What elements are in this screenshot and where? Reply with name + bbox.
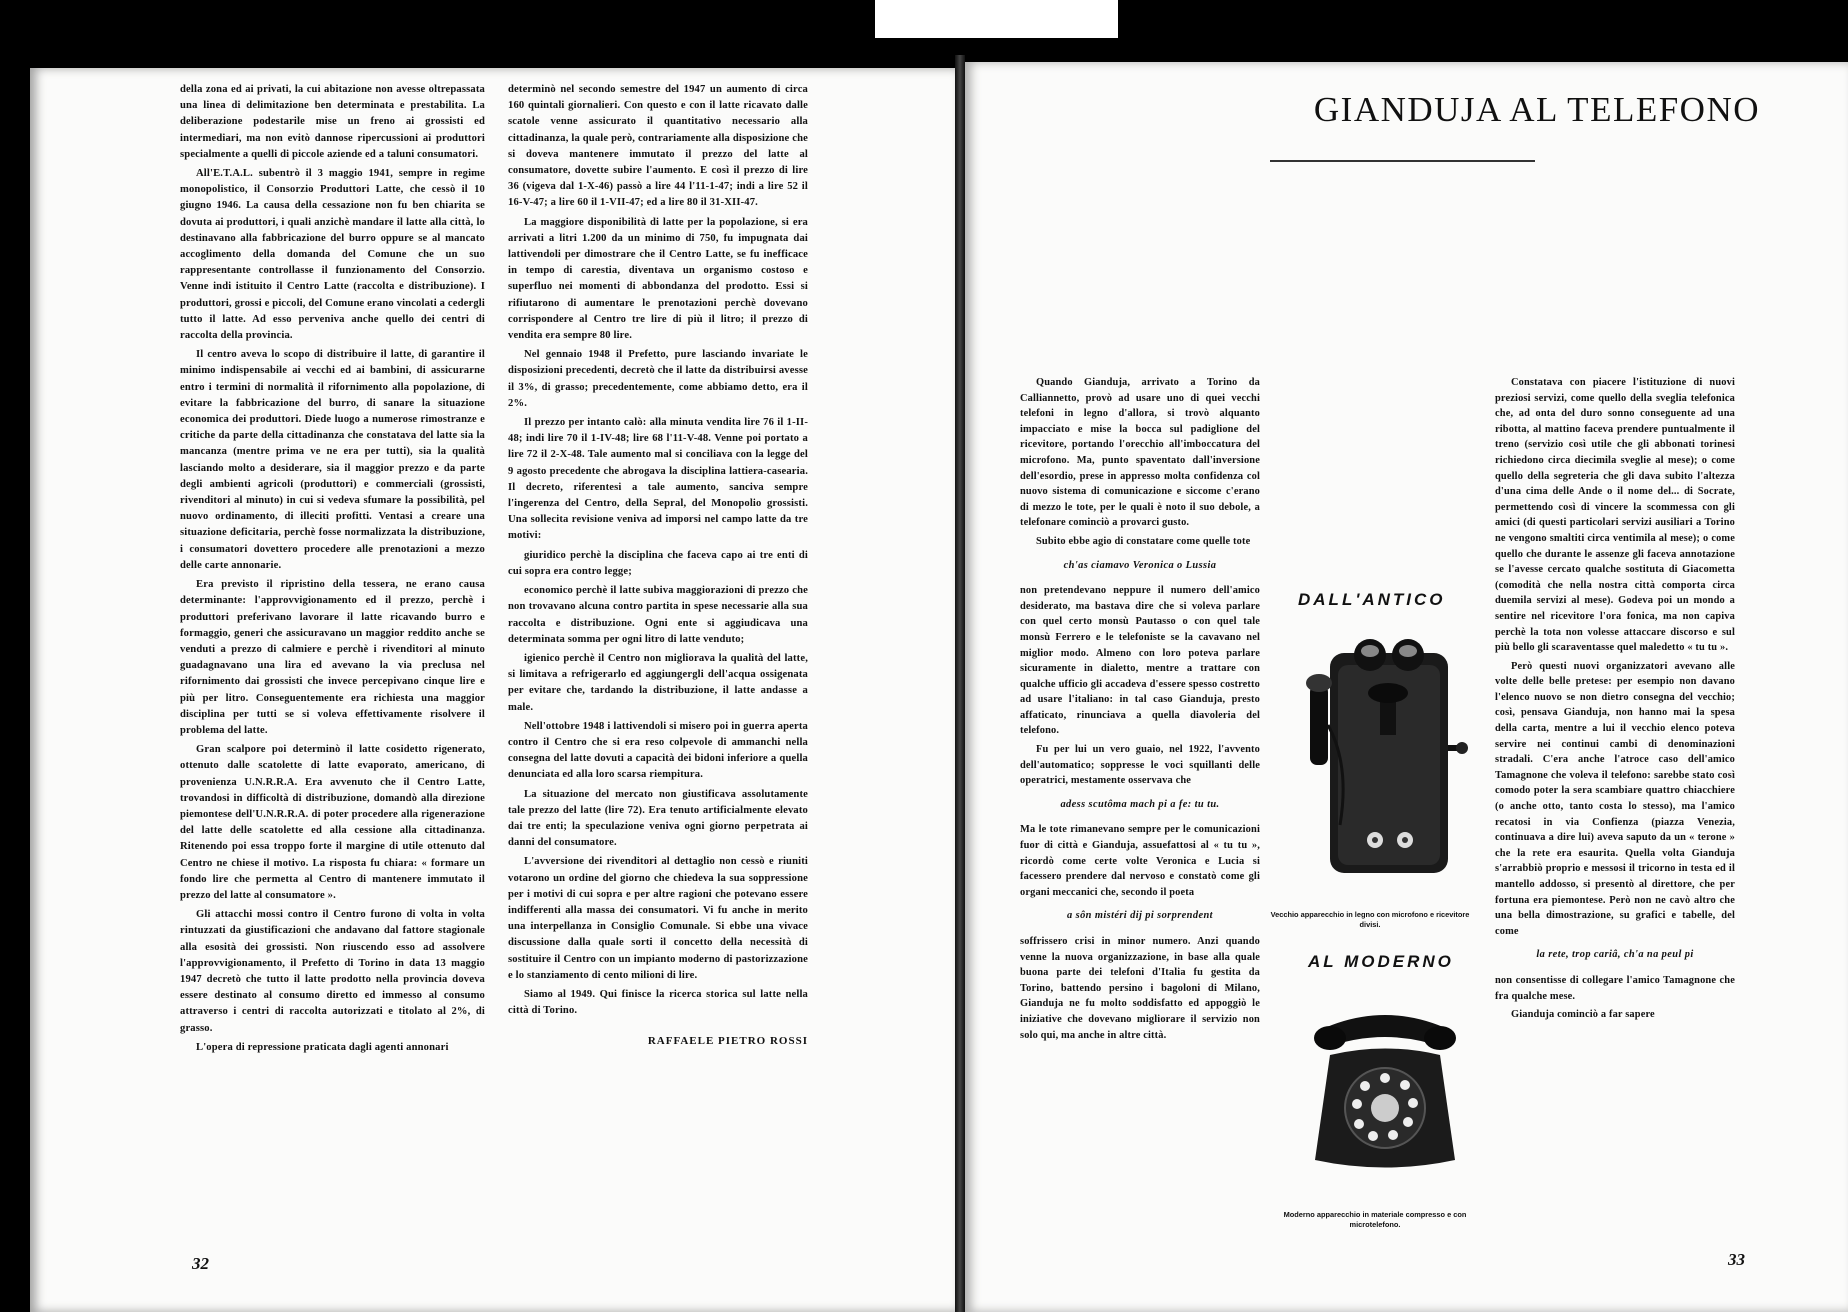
paragraph: Gianduja cominciò a far sapere	[1511, 1009, 1655, 1021]
paragraph: Il prezzo per intanto calò: alla minuta vendita lire 76 il 1-II-48; indi lire 70 il 1-IV-48; lire 68 l'11-V-48. Venne poi portato a lire 72 il 2-X-48. Tale aumento mal si conciliava con la legge del 9 agosto precedente che abrogava la disciplina lattiera-casearia. Il decreto, riferentesi a tale aumento, sanciva sempre l'ingerenza del Centro, della Sepral, del Monopolio grossisti. Una sollecita revisione veniva ad imporsi nel campo latte da tre motivi:	[508, 417, 808, 542]
antique-wall-telephone-illustration	[1290, 625, 1480, 890]
paragraph: Subito ebbe agio di constatare come quelle tote	[1036, 535, 1251, 547]
dialect-verse: adess scutôma mach pi a fe: tu tu.	[1060, 798, 1220, 810]
paragraph: L'opera di repressione praticata dagli agenti annonari	[196, 1041, 449, 1053]
top-background-gap	[875, 0, 1118, 38]
paragraph: Il centro aveva lo scopo di distribuire il latte, di garantire il minimo indispensabile ai vecchi ed ai bambini, di assicurarne entro i termini di normalità il rifornimento alla popolazione, di evitare la fabbricazione del burro, di sanare la situazione economica dei produttori. Diede luogo a numerose rimostranze e critiche da parte della cittadinanza che constatava del latte sia la mancanza (mentre prima ve ne era per tutti), sia la qualità lasciando molto a desiderare, sia il maggior prezzo e da parte degli ambienti agricoli (produttori) e commerciali (grossisti, rivenditori al minuto) in cui si vedeva sfumare la possibilità, pel nuovo ordinamento, di illeciti profitti. Ventasi a creare una situazione deficitaria, perchè fosse normalizzata la distribuzione, i consumatori dovettero procedere alle prenotazioni a mezzo delle carte annonarie.	[180, 349, 485, 571]
paragraph: Nell'ottobre 1948 i lattivendoli si misero poi in guerra aperta contro il Centro che si era reso colpevole di ammanchi nella consegna del latte dovuti a capacità dei bidoni inferiore a quella denunciata ed alla loro scarsa riempitura.	[508, 720, 808, 781]
title-rule	[1270, 160, 1535, 162]
paragraph: Quando Gianduja, arrivato a Torino da Calliannetto, provò ad usare uno di quei vecchi telefoni in legno d'allora, si trovò alquanto impacciato e mise la bocca sul padiglione del ricevitore, portando l'orecchio all'imboccatura del microfono. Ma, punto spaventato dall'inversione dell'esordio, prese in appresso molta confidenza col nuovo sistema di comunicazione e siccome c'erano di mezzo le tote, per le quali è noto il suo debole, a telefonare cominciò a provarci gusto.	[1020, 377, 1260, 529]
paragraph: L'avversione dei rivenditori al dettaglio non cessò e riuniti votarono un ordine del giorno che chiedeva la sua soppressione per i motivi di cui sopra e per altre ragioni che potevano essere indifferenti alla massa dei consumatori. Vi fu anche in merito una interpellanza in Consiglio Comunale. Si ebbe una vivace discussione dalla quale sorti il concetto della necessità di sostituire il Centro con un impianto moderno di pastorizzazione e lo stanziamento di cento milioni di lire.	[508, 856, 808, 981]
paragraph: della zona ed ai privati, la cui abitazione non avesse oltrepassata una linea di delimitazione ben determinata e prestabilita. La deliberazione podestarile mise un freno ai grossisti ed intermediari, ma non evitò dannose ripercussioni ai produttori specialmente a quelli di piccole aziende ed a taluni consumatori.	[180, 84, 485, 160]
paragraph: Fu per lui un vero guaio, nel 1922, l'avvento dell'automatico; soppresse le voci squillanti delle operatrici, mestamente osservava che	[1020, 744, 1260, 787]
paragraph: La maggiore disponibilità di latte per la popolazione, si era arrivati a litri 1.200 da un minimo di 750, fu impugnata dai lattivendoli per dimostrare che il Centro Latte, se fu inefficace in tempo di carestia, diventava un organismo costoso e superfluo nei momenti di abbondanza del prodotto. Essi si rifiutarono di aumentare le prenotazioni perchè dovevano corrispondere al Centro tre lire di più il litro; il prezzo di vendita era sempre 80 lire.	[508, 216, 808, 342]
paragraph: soffrissero crisi in minor numero. Anzi quando venne la nuova organizzazione, in base alla quale buona parte dei telefoni d'Italia fu gestita da Torino, battendo persino i bagoloni di Milano, Gianduja ne fu molto soddisfatto ed appoggiò le iniziative che dovevano migliorare il servizio non solo qui, ma anche in altre città.	[1020, 936, 1260, 1041]
paragraph: Gran scalpore poi determinò il latte cosidetto rigenerato, ottenuto dalle scatolette di latte evaporato, americano, di provenienza U.N.R.R.A. Era avvenuto che il Centro Latte, trovandosi in difficoltà di distribuzione, domandò alla direzione piemontese dell'U.N.R.R.A. di poter procedere alla rigenerazione del latte delle scatolette ed alla cessione alla cittadinanza. Ritenendo poi essa troppo forte il margine di utile ottenuto dal Centro ne chiese il motivo. La risposta fu chiara: « formare un fondo lire che permetta al Centro di mantenere immutato il prezzo del latte al consumatore ».	[180, 744, 485, 901]
paragraph: Era previsto il ripristino della tessera, ne erano causa determinante: l'approvvigionamento ed il prezzo, perchè i produttori preferivano lavorare il latte ricavando burro e formaggio, generi che assicuravano un maggior reddito anche se venduti a prezzo di calmiere e perchè i rivenditori al minuto guadagnavano una lira ed avevano la via preclusa nel rifornimento dai grossisti che invece percepivano cinque lire e più per litro. Conseguentemente era richiesta una maggior disciplina per tutti se si voleva effettivamente risolvere il problema del latte.	[180, 579, 485, 736]
heading-modern: AL MODERNO	[1308, 952, 1454, 971]
paragraph: La situazione del mercato non giustificava assolutamente tale prezzo del latte (lire 72). Era tenuto artificialmente elevato dai tre enti; la speculazione veniva ogni giorno perpetrata ai danni del consumatore.	[508, 788, 808, 849]
paragraph: igienico perchè il Centro non migliorava la qualità del latte, si limitava a refrigerarlo ed aggiungergli dell'acqua ossigenata per evitare che, tardando la distribuzione, il latte andasse a male.	[508, 652, 808, 713]
paragraph: giuridico perchè la disciplina che faceva capo ai tre enti di cui sopra era contro legge;	[508, 549, 808, 577]
dialect-verse: la rete, trop cariâ, ch'a na peul pi	[1536, 949, 1694, 961]
dialect-verse: a sôn mistéri dij pi sorprendent	[1067, 910, 1213, 922]
article-title: GIANDUJA AL TELEFONO	[1313, 90, 1760, 129]
paragraph: non consentisse di collegare l'amico Tamagnone che fra qualche mese.	[1495, 974, 1735, 1002]
heading-antique: DALL'ANTICO	[1298, 590, 1446, 609]
paragraph: Però questi nuovi organizzatori avevano alle volte delle belle pretese: per esempio non davano l'elenco nuovo se non dietro consegna del vecchio; così, pensava Gianduja, non hanno mai la spesa della carta, mentre a lui il vecchio elenco poteva servire nei continui cambi di denominazioni stradali. C'era anche l'atroce caso dell'amico Tamagnone che voleva il telefono: sarebbe stato così comodo poter la sera scambiare quattro chiacchiere (o anche otto, tanto costa lo stesso), ma l'amico recatosi in via Confienza (piazza Venezia, continuava a dire lui) aveva saputo da un « terone » che la rete era esaurita. Quella volta Gianduja s'arrabbiò proprio e messosi il tricorno in testa ed il mantello addosso, si presentò al direttore, che per fortuna era piemontese. Però non ne cavò altro che una bella dimostrazione, su grafici e tabelle, del come	[1495, 660, 1735, 937]
left-page	[30, 68, 955, 1312]
paragraph: Constatava con piacere l'istituzione di nuovi preziosi servizi, come quello della sveglia telefonica che, ad onta del duro sonno conseguente ad una ribotta, al mattino faceva prendere puntualmente il treno (servizio così utile che gli abbonati torinesi richiedono circa diecimila sveglie al mese); o come quello della segreteria che gli dava subito l'altezza d'una cima delle Ande o il nome del... di Socrate, permettendo così di vincere la scommessa con gli amici (di questi particolari servizi ausiliari a Torino ne vengono smaltiti circa ventimila al mese); o come quello che durante le assenze gli faceva annotazione se l'avesse cercato qualche sostituta di Giacometta (comodità che nella nostra città comporta circa duemila servizi al mese). Godeva poi un mondo a sentire nel ricevitore l'ora fonica, ma non capiva perchè la tota non volesse attaccare discorso e sul più bello gli scaraventasse quel maledetto « tu tu ».	[1495, 377, 1735, 654]
paragraph: Siamo al 1949. Qui finisce la ricerca storica sul latte nella città di Torino.	[508, 988, 808, 1017]
paragraph: All'E.T.A.L. subentrò il 3 maggio 1941, sempre in regime monopolistico, il Consorzio Produttori Latte, che cessò il 10 giugno 1946. La causa della cessazione non fu ben chiarita se dovuta ai produttori, i quali anzichè mandare il latte alla città, lo destinavano alla fabbricazione del burro oppure se al mancato accoglimento della domanda del Comune che un suo rappresentante controllasse il funzionamento del Consorzio. Venne indi istituito il Centro Latte (raccolta e distribuzione). I produttori, grossi e piccoli, del Comune erano vincolati a cedergli tutto il latte. Ad esso perveniva anche quello dei centri di raccolta della provincia.	[180, 168, 485, 342]
left-column-1	[180, 82, 485, 1059]
paragraph: determinò nel secondo semestre del 1947 un aumento di circa 160 quintali giornalieri. Con questo e con il latte ricavato dalle scatole venne assicurato il quantitativo necessario alla cittadinanza, la quale però, contrariamente alla disposizione che si doveva mantenere immutato il prezzo del latte al consumatore, dovette subire l'aumento. E così il prezzo di lire 36 (vigeva dal 1-X-46) passò a lire 44 l'11-1-47; indi a lire 52 il 16-V-47; a lire 60 il 1-VII-47; ed a lire 80 il 31-XII-47.	[508, 84, 808, 209]
author-signature: RAFFAELE PIETRO ROSSI	[647, 1035, 808, 1048]
right-column-2	[1495, 375, 1735, 1026]
modern-dial-telephone-illustration	[1305, 1000, 1465, 1175]
caption-antique: Vecchio apparecchio in legno con microfono e ricevitore divisi.	[1270, 910, 1470, 929]
book-spine	[955, 55, 965, 1312]
right-column-1	[1020, 375, 1260, 1046]
paragraph: Nel gennaio 1948 il Prefetto, pure lasciando invariate le disposizioni precedenti, decretò che il latte da distribuirsi avesse il 3%, di grasso; precedentemente, come abbiamo detto, era il 2%.	[508, 349, 808, 409]
page-number-left: 32	[192, 1254, 209, 1273]
paragraph: Gli attacchi mossi contro il Centro furono di volta in volta rintuzzati da giustificazioni che andavano dal fattore stagionale alla esosità dei grossisti. Non riuscendo esso ad assolvere l'approvvigionamento, il Prefetto di Torino in data 13 maggio 1947 decretò che tutto il latte prodotto nella provincia doveva essere destinato al consumo diretto ed immesso al consumo attraverso i centri di raccolta autorizzati e titolato al 2%, di grasso.	[180, 909, 485, 1034]
left-column-2	[508, 82, 808, 1050]
page-number-right: 33	[1728, 1250, 1745, 1269]
caption-modern: Moderno apparecchio in materiale compresso e con microtelefono.	[1283, 1210, 1467, 1229]
paragraph: non pretendevano neppure il numero dell'amico desiderato, ma bastava dire che si voleva parlare con quel certo monsù Pautasso o con quel tale monsù Ferrero e le telefoniste se la cavavano nel miglior modo. Almeno con loro poteva parlare sicuramente in dialetto, mentre a trattare con qualche ufficio gli accadeva d'essere spesso costretto ad usare l'italiano: in tal caso Gianduja, presto affaticato, rinunciava a quella diavoleria del telefono.	[1020, 585, 1260, 737]
dialect-verse: ch'as ciamavo Veronica o Lussia	[1063, 559, 1217, 571]
paragraph: Ma le tote rimanevano sempre per le comunicazioni fuor di città e Gianduja, assuefattosi al « tu tu », ricordò come certe volte Veronica e Lucia si facessero prendere dal nervoso e constatò come gli organi meccanici che, secondo il poeta	[1020, 824, 1260, 898]
paragraph: economico perchè il latte subiva maggiorazioni di prezzo che non trovavano alcuna contro partita in spese necessarie alla sua raccolta e distribuzione. Ogni ente si aggiudicava una determinata somma per ogni litro di latte venduto;	[508, 585, 808, 645]
